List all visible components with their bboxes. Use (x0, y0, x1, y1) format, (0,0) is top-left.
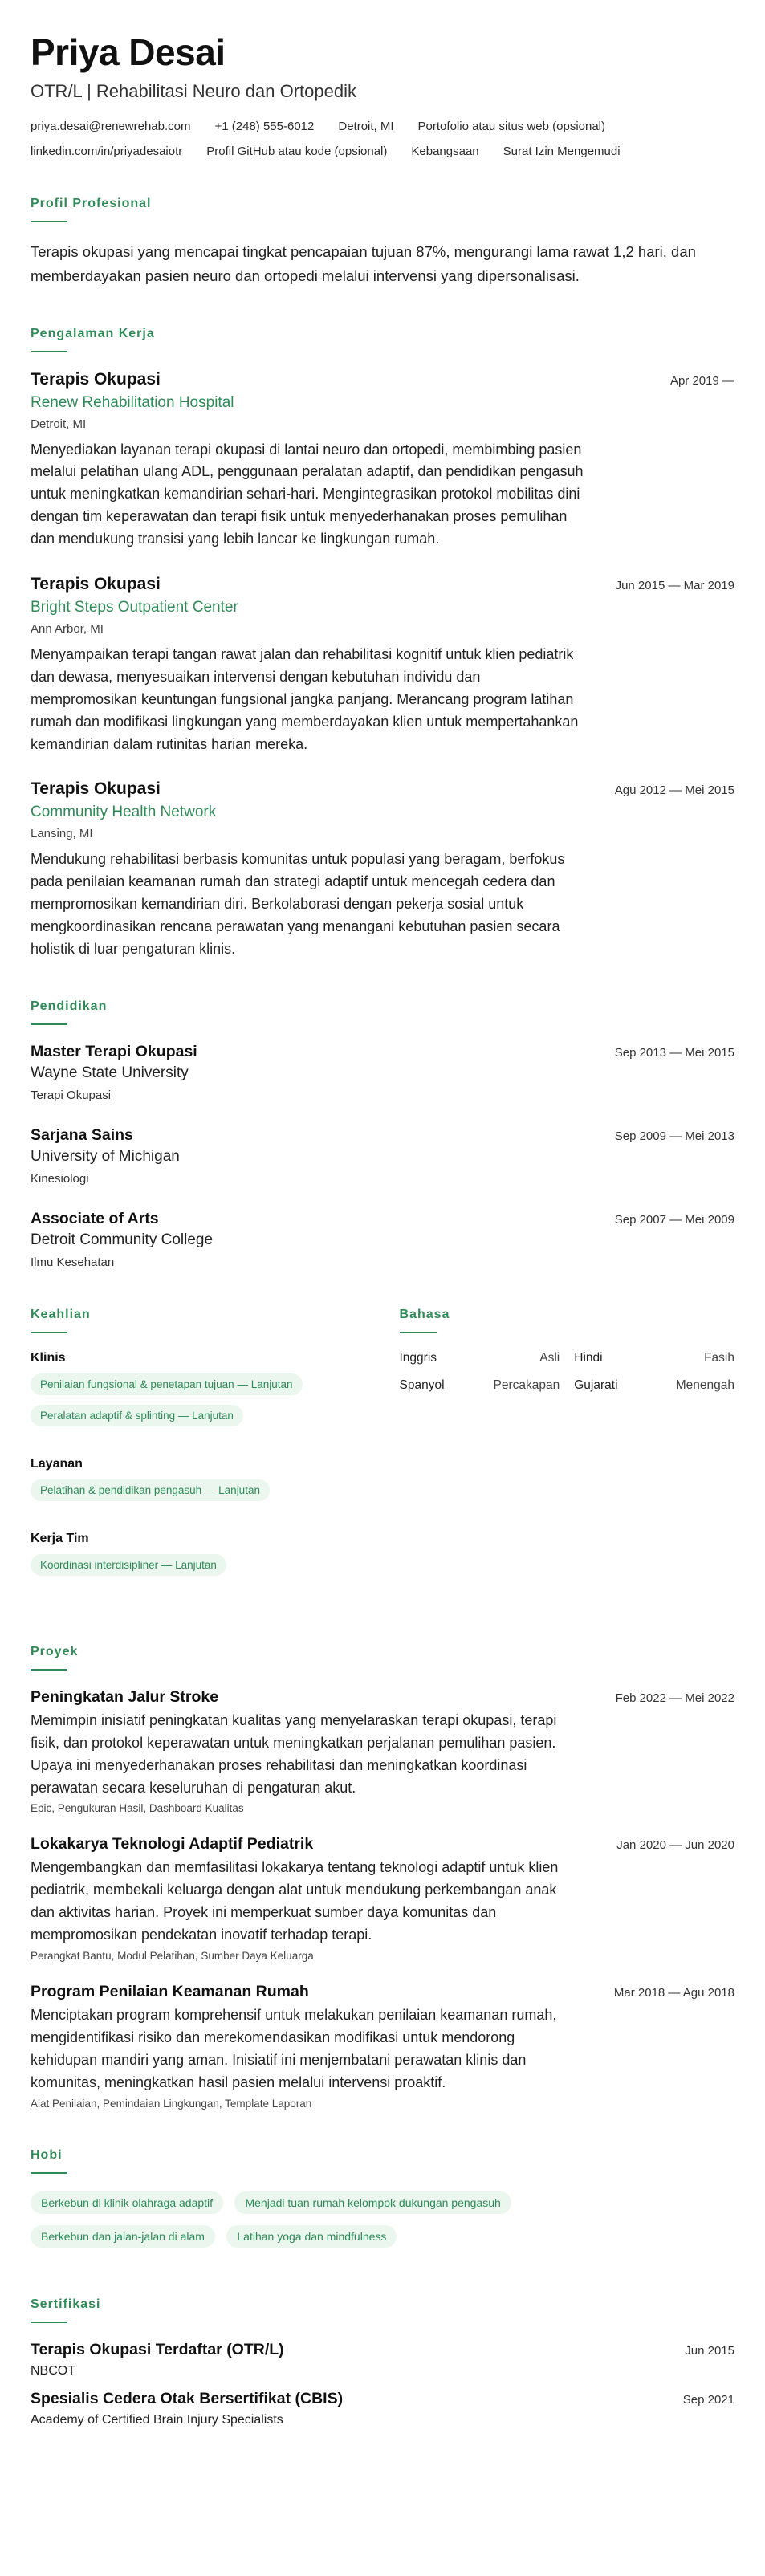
section-divider (31, 351, 67, 352)
skill-chip: Peralatan adaptif & splinting — Lanjutan (31, 1405, 243, 1426)
education-dates: Sep 2009 — Mei 2013 (614, 1129, 734, 1143)
skill-group-name: Klinis (31, 1350, 66, 1365)
section-title: Bahasa (399, 1307, 450, 1321)
hobby-chip: Latihan yoga dan mindfulness (226, 2225, 397, 2248)
degree-name: Master Terapi Okupasi (31, 1042, 197, 1060)
section-title: Keahlian (31, 1307, 91, 1321)
project-tools: Perangkat Bantu, Modul Pelatihan, Sumber Daya Keluarga (31, 1950, 314, 1963)
education-item (31, 1126, 734, 1186)
skills-languages-section (31, 1308, 734, 1606)
project-item (31, 1835, 734, 1962)
certification-date: Sep 2021 (682, 2392, 734, 2407)
employer-name: Community Health Network (31, 804, 217, 821)
skill-group (31, 1457, 366, 1511)
section-title: Sertifikasi (31, 2297, 101, 2311)
project-dates: Jan 2020 — Jun 2020 (616, 1838, 734, 1853)
section-title: Hobi (31, 2147, 63, 2162)
education-item (31, 1043, 734, 1102)
language-name: Inggris (399, 1350, 437, 1365)
certification-name: Spesialis Cedera Otak Bersertifikat (CBIS) (31, 2389, 344, 2407)
experience-section (31, 327, 734, 961)
language-item (574, 1351, 734, 1365)
candidate-name: Priya Desai (31, 31, 226, 73)
job-description: Mendukung rehabilitasi berbasis komunitas untuk populasi yang beragam, berfokus pada penilaian keamanan rumah dan strategi adaptif untuk mencegah cedera dan mempromosikan kemandirian diri. Berkolaborasi dengan pekerja sosial untuk mengkoordinasikan rencana perawatan yang menangani kebutuhan pasien secara holistik di luar pengaturan klinis. (31, 851, 565, 957)
resume-header (31, 32, 734, 158)
job-description: Menyediakan layanan terapi okupasi di lantai neuro dan ortopedi, membimbing pasien melalui pelatihan ulang ADL, penggunaan peralatan adaptif, dan pendidikan pengasuh untuk meningkatkan kemandirian sehari-hari. Mengintegrasikan protokol mobilitas dini dengan tim keperawatan dan terapi fisik untuk menyederhanakan proses pemulihan dan mendukung transisi yang lebih lancar ke lingkungan rumah. (31, 441, 584, 547)
certifications-section (31, 2297, 734, 2427)
hobby-chip: Berkebun dan jalan-jalan di alam (31, 2225, 215, 2248)
language-level: Asli (539, 1350, 560, 1365)
skill-chip: Koordinasi interdisipliner — Lanjutan (31, 1554, 226, 1576)
section-divider (400, 1332, 437, 1333)
language-list (400, 1351, 735, 1393)
contact-list (31, 120, 734, 158)
certification-issuer: Academy of Certified Brain Injury Specialists (31, 2412, 283, 2427)
degree-name: Associate of Arts (31, 1209, 159, 1227)
education-item (31, 1210, 734, 1269)
project-description: Menciptakan program komprehensif untuk melakukan penilaian keamanan rumah, mengidentifikasi risiko dan merekomendasikan modifikasi untuk mendorong kehidupan mandiri yang aman. Inisiatif ini menjembatani perawatan klinis dan komunitas, meningkatkan hasil pasien melalui intervensi proaktif. (31, 2007, 557, 2090)
section-divider (31, 2322, 67, 2323)
project-name: Program Penilaian Keamanan Rumah (31, 1983, 309, 2001)
experience-item (31, 779, 734, 960)
education-dates: Sep 2013 — Mei 2015 (614, 1045, 734, 1060)
job-dates: Apr 2019 — (669, 373, 734, 388)
language-level: Percakapan (493, 1378, 560, 1392)
project-tools: Alat Penilaian, Pemindaian Lingkungan, Template Laporan (31, 2097, 312, 2110)
section-divider (31, 1669, 67, 1671)
field-of-study: Terapi Okupasi (31, 1088, 112, 1102)
job-title: Terapis Okupasi (31, 369, 161, 389)
job-title: Terapis Okupasi (31, 779, 161, 799)
employer-name: Bright Steps Outpatient Center (31, 598, 238, 616)
language-name: Hindi (574, 1350, 603, 1365)
skill-chip: Penilaian fungsional & penetapan tujuan — Lanjutan (31, 1373, 303, 1395)
languages-column (400, 1308, 735, 1606)
summary-section (31, 197, 734, 288)
experience-item (31, 370, 734, 551)
contact-linkedin[interactable]: linkedin.com/in/priyadesaiotr (31, 144, 183, 158)
project-item (31, 1983, 734, 2110)
skill-group-name: Layanan (31, 1456, 83, 1471)
section-divider (31, 221, 67, 222)
skill-group-name: Kerja Tim (31, 1531, 89, 1545)
certification-date: Jun 2015 (685, 2343, 734, 2358)
contact-email[interactable]: priya.desai@renewrehab.com (31, 119, 191, 133)
project-dates: Mar 2018 — Agu 2018 (613, 1986, 734, 2000)
hobbies-section (31, 2148, 734, 2259)
project-name: Peningkatan Jalur Stroke (31, 1687, 219, 1706)
section-title: Pendidikan (31, 999, 108, 1013)
job-description: Menyampaikan terapi tangan rawat jalan dan rehabilitasi kognitif untuk klien pediatrik dan dewasa, menyesuaikan intervensi dengan kebutuhan individu dan mempromosikan keuntungan fungsional jangka panjang. Merancang program latihan rumah dan modifikasi lingkungan yang memberdayakan klien untuk mempertahankan kemandirian dalam rutinitas harian mereka. (31, 645, 579, 752)
section-title: Profil Profesional (31, 196, 152, 210)
skill-group (31, 1532, 366, 1585)
language-level: Menengah (675, 1378, 734, 1392)
contact-nationality: Kebangsaan (411, 144, 479, 158)
contact-phone[interactable]: +1 (248) 555-6012 (214, 119, 315, 133)
project-dates: Feb 2022 — Mei 2022 (615, 1691, 734, 1705)
hobby-list (31, 2191, 734, 2259)
degree-name: Sarjana Sains (31, 1125, 133, 1144)
candidate-headline: OTR/L | Rehabilitasi Neuro dan Ortopedik (31, 80, 356, 101)
job-location: Lansing, MI (31, 827, 93, 841)
section-title: Proyek (31, 1644, 79, 1658)
school-name: Wayne State University (31, 1064, 189, 1081)
job-location: Ann Arbor, MI (31, 621, 104, 636)
language-item (400, 1351, 560, 1365)
skills-column (31, 1308, 366, 1606)
job-title: Terapis Okupasi (31, 574, 161, 593)
contact-github[interactable]: Profil GitHub atau kode (opsional) (206, 144, 388, 158)
project-item (31, 1688, 734, 1815)
certification-item (31, 2390, 734, 2427)
contact-driving-license: Surat Izin Mengemudi (503, 144, 621, 158)
project-description: Memimpin inisiatif peningkatan kualitas yang menyelaraskan terapi okupasi, terapi fisik, dan protokol keperawatan untuk meningkatkan perjalanan pemulihan pasien. Upaya ini menyederhanakan proses rehabilitasi dan meningkatkan koordinasi perawatan secara keseluruhan di pengaturan akut. (31, 1711, 557, 1796)
field-of-study: Kinesiologi (31, 1171, 89, 1186)
certification-name: Terapis Okupasi Terdaftar (OTR/L) (31, 2340, 284, 2358)
language-item (574, 1378, 734, 1393)
summary-text: Terapis okupasi yang mencapai tingkat pencapaian tujuan 87%, mengurangi lama rawat 1,2 hari, dan memberdayakan pasien neuro dan ortopedi melalui intervensi yang dipersonalisasi. (31, 242, 696, 284)
education-section (31, 999, 734, 1269)
section-title: Pengalaman Kerja (31, 326, 155, 340)
section-divider (31, 2172, 67, 2174)
hobby-chip: Berkebun di klinik olahraga adaptif (31, 2191, 223, 2214)
language-name: Spanyol (399, 1378, 445, 1392)
skill-chip: Pelatihan & pendidikan pengasuh — Lanjutan (31, 1479, 270, 1501)
section-divider (31, 1023, 67, 1025)
school-name: Detroit Community College (31, 1231, 214, 1248)
education-dates: Sep 2007 — Mei 2009 (614, 1212, 734, 1227)
hobby-chip: Menjadi tuan rumah kelompok dukungan pengasuh (234, 2191, 511, 2214)
language-item (400, 1378, 560, 1393)
section-divider (31, 1332, 67, 1333)
skill-group (31, 1351, 366, 1436)
projects-section (31, 1645, 734, 2110)
certification-issuer: NBCOT (31, 2363, 75, 2378)
project-name: Lokakarya Teknologi Adaptif Pediatrik (31, 1835, 314, 1854)
contact-location: Detroit, MI (338, 119, 394, 133)
field-of-study: Ilmu Kesehatan (31, 1255, 115, 1269)
job-location: Detroit, MI (31, 417, 87, 431)
experience-item (31, 575, 734, 755)
school-name: University of Michigan (31, 1147, 180, 1165)
language-level: Fasih (704, 1350, 734, 1365)
language-name: Gujarati (574, 1378, 618, 1392)
job-dates: Jun 2015 — Mar 2019 (615, 578, 734, 592)
project-description: Mengembangkan dan memfasilitasi lokakarya tentang teknologi adaptif untuk klien pediatrik, membekali keluarga dengan alat untuk mendukung perkembangan anak dan aktivitas harian. Proyek ini memperkuat sumber daya komunitas dan mempromosikan pendekatan inovatif terhadap terapi. (31, 1859, 559, 1943)
project-tools: Epic, Pengukuran Hasil, Dashboard Kualitas (31, 1802, 244, 1815)
contact-portfolio[interactable]: Portofolio atau situs web (opsional) (417, 119, 606, 133)
job-dates: Agu 2012 — Mei 2015 (614, 783, 734, 798)
employer-name: Renew Rehabilitation Hospital (31, 393, 234, 411)
certification-item (31, 2341, 734, 2379)
